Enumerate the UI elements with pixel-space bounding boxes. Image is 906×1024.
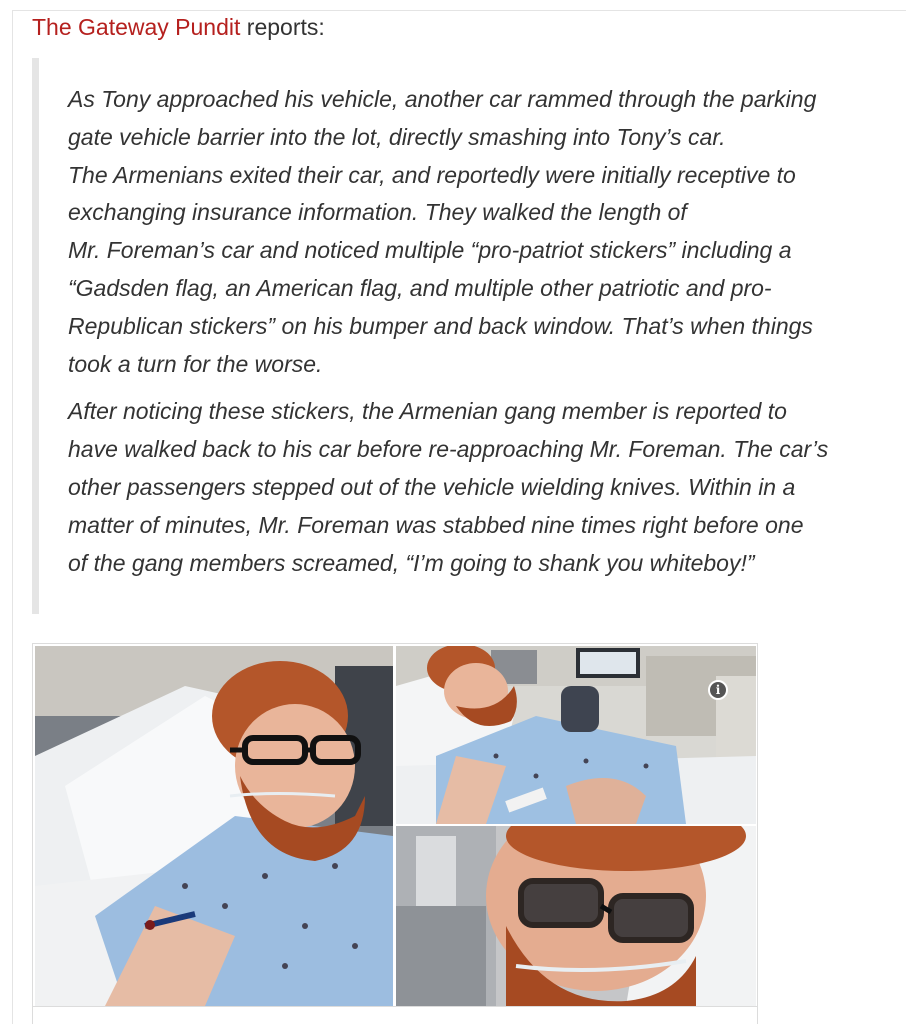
- quote-line: other passengers stepped out of the vehicle wielding knives. Within in a: [68, 473, 796, 500]
- gallery-footer: [33, 1006, 757, 1024]
- quote-line: Mr. Foreman’s car and noticed multiple “pro-patriot stickers” including a: [68, 237, 792, 264]
- quote-line: gate vehicle barrier into the lot, directly smashing into Tony’s car.: [68, 123, 726, 150]
- blockquote: [32, 58, 906, 614]
- hospital-photo-bottom-right[interactable]: [396, 826, 756, 1006]
- blockquote-text: [68, 81, 906, 582]
- blockquote-bar: [32, 58, 39, 614]
- quote-paragraph-1: [68, 81, 906, 383]
- quote-line: As Tony approached his vehicle, another car rammed through the parking: [68, 86, 817, 112]
- quote-line: Republican stickers” on his bumper and back window. That’s when things: [68, 312, 813, 339]
- left-divider: [12, 10, 13, 1024]
- info-icon[interactable]: i: [708, 680, 728, 700]
- intro-suffix: reports:: [240, 14, 325, 40]
- quote-paragraph-2: [68, 393, 906, 582]
- quote-line: After noticing these stickers, the Armenian gang member is reported to: [68, 398, 787, 425]
- source-link[interactable]: The Gateway Pundit: [32, 14, 241, 40]
- quote-line: took a turn for the worse.: [68, 350, 323, 377]
- intro-line: [32, 13, 325, 41]
- quote-line: matter of minutes, Mr. Foreman was stabbed nine times right before one: [68, 511, 804, 538]
- top-divider: [12, 10, 906, 11]
- hospital-photo-left[interactable]: [35, 646, 393, 1006]
- hospital-photo-top-right[interactable]: [396, 646, 756, 824]
- photo-gallery: [32, 643, 758, 1024]
- quote-line: of the gang members screamed, “I’m going to shank you whiteboy!”: [68, 549, 755, 576]
- quote-line: The Armenians exited their car, and reportedly were initially receptive to: [68, 161, 796, 188]
- quote-line: exchanging insurance information. They walked the length of: [68, 199, 687, 226]
- quote-line: have walked back to his car before re-approaching Mr. Foreman. The car’s: [68, 436, 829, 463]
- quote-line: “Gadsden flag, an American flag, and multiple other patriotic and pro-: [68, 274, 772, 301]
